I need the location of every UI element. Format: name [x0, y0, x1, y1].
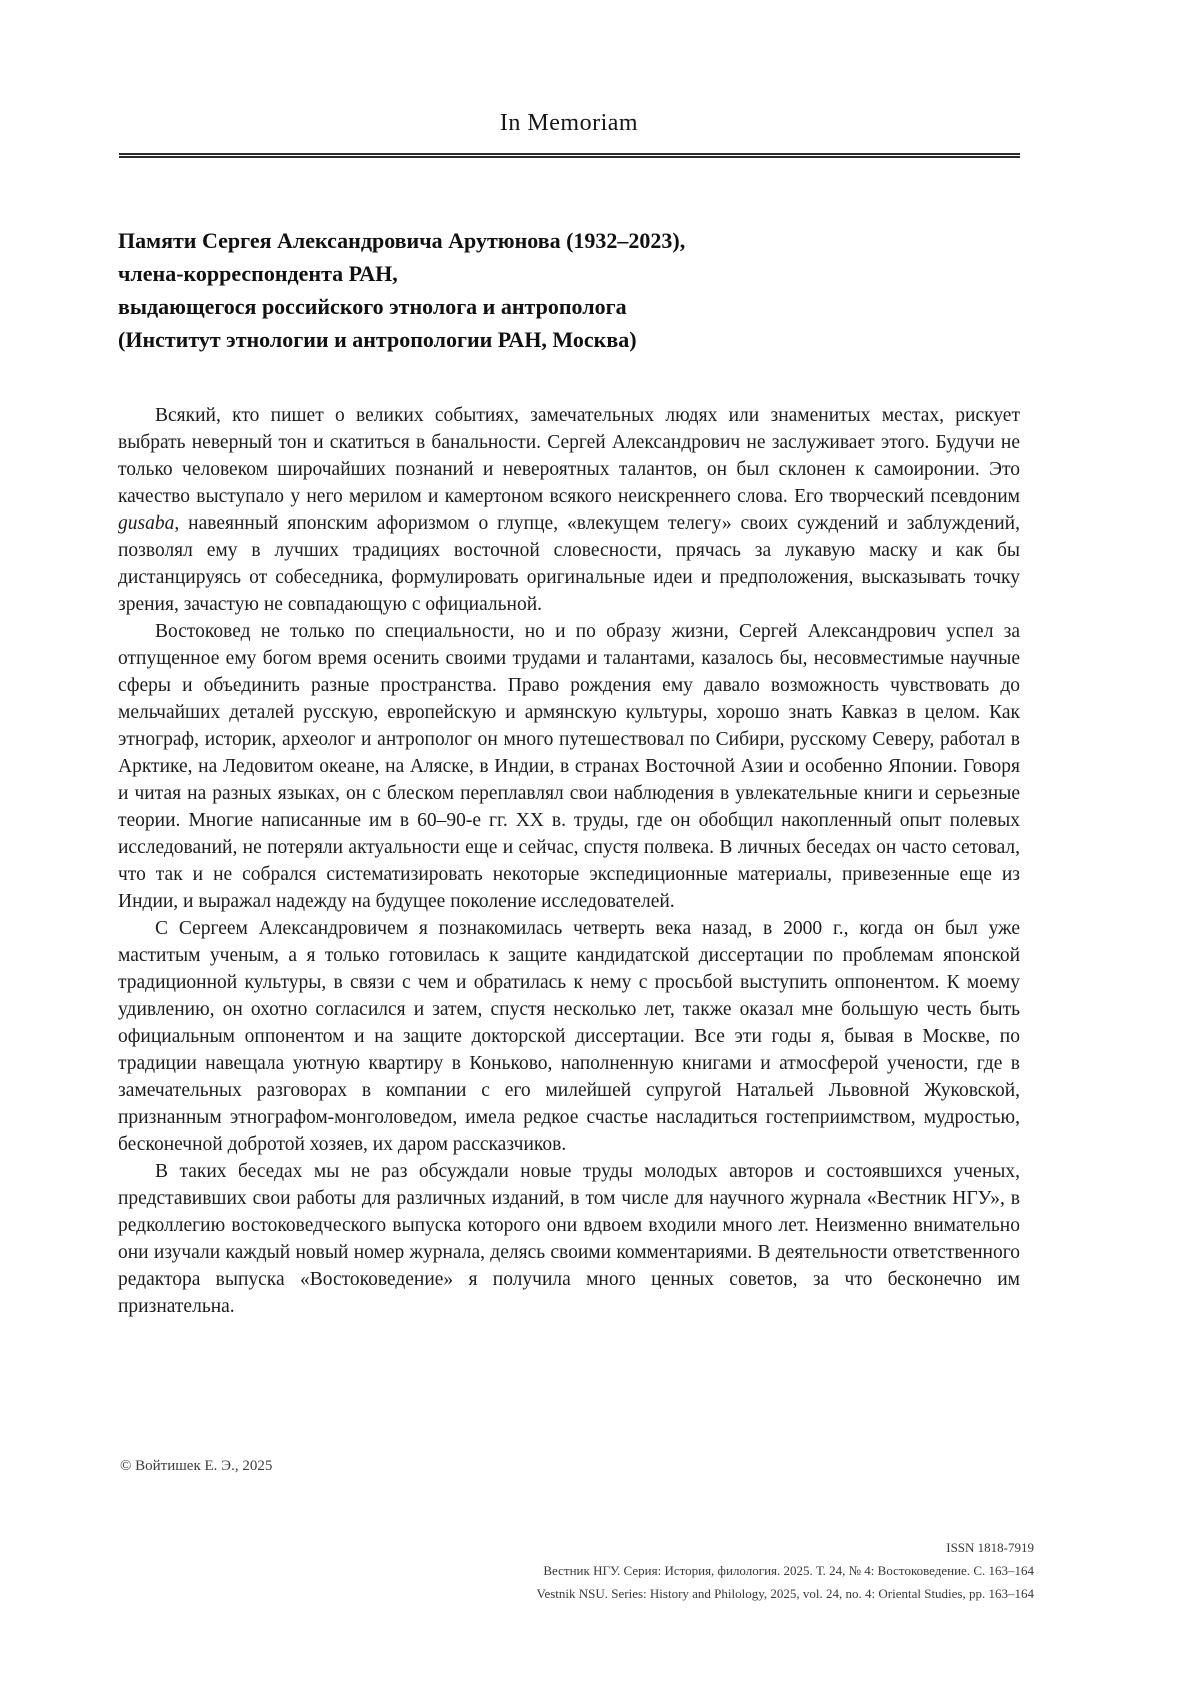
paragraph-4: В таких беседах мы не раз обсуждали новые труды молодых авторов и состоявшихся ученых, представивших свои работы для различных изданий, в том числе для научного журнала «Вестник НГУ», в редколлегию востоковедческого выпуска которого они вдвоем входили много лет. Неизменно внимательно они изучали каждый новый номер журнала, делясь своими комментариями. В деятельности ответственного редактора выпуска «Востоковедение» я получила много ценных советов, за что бесконечно им признательна. — [118, 1161, 1020, 1317]
paragraph-2: Востоковед не только по специальности, но и по образу жизни, Сергей Александрович успел за отпущенное ему богом время осенить своими трудами и талантами, казалось бы, несовместимые научные сферы и объединить разные пространства. Право рождения ему давало возможность чувствовать до мельчайших деталей русскую, европейскую и армянскую культуры, хорошо знать Кавказ в целом. Как этнограф, историк, археолог и антрополог он много путешествовал по Сибири, русскому Северу, работал в Арктике, на Ледовитом океане, на Аляске, в Индии, в странах Восточной Азии и особенно Японии. Говоря и читая на разных языках, он с блеском переплавлял свои наблюдения в увлекательные книги и серьезные теории. Многие написанные им в 60–90-е гг. XX в. труды, где он обобщил накопленный опыт полевых исследований, не потеряли актуальности еще и сейчас, спустя полвека. В личных беседах он часто сетовал, что так и не собрался систематизировать некоторые экспедиционные материалы, привезенные еще из Индии, и выражал надежду на будущее поколение исследователей. — [118, 621, 1020, 912]
footer-citation-en: Vestnik NSU. Series: History and Philology, 2025, vol. 24, no. 4: Oriental Studies, pp. 163–164 — [536, 1586, 1034, 1601]
running-head: In Memoriam — [499, 110, 639, 136]
paragraph-1-text-before: Всякий, кто пишет о великих событиях, замечательных людях или знаменитых местах, рискует выбрать неверный тон и скатиться в банальности. Сергей Александрович не заслуживает этого. Будучи не только человеком широчайших познаний и невероятных талантов, он был склонен к самоиронии. Это качество выступало у него мерилом и камертоном всякого неискреннего слова. Его творческий псевдоним — [118, 405, 1020, 507]
article-body — [118, 402, 1020, 1320]
paragraph-3: С Сергеем Александровичем я познакомилась четверть века назад, в 2000 г., когда он был уже маститым ученым, а я только готовилась к защите кандидатской диссертации по проблемам японской традиционной культуры, в связи с чем и обратилась к нему с просьбой выступить оппонентом. К моему удивлению, он охотно согласился и затем, спустя несколько лет, также оказал мне большую честь быть официальным оппонентом и на защите докторской диссертации. Все эти годы я, бывая в Москве, по традиции навещала уютную квартиру в Коньково, наполненную книгами и атмосферой учености, где в замечательных разговорах в компании с его милейшей супругой Натальей Львовной Жуковской, признанным этнографом-монголоведом, имела редкое счастье насладиться гостеприимством, мудростью, бесконечной добротой хозяев, их даром рассказчиков. — [118, 918, 1020, 1155]
paragraph-1-italic-pseudonym: gusaba — [118, 513, 175, 534]
article-title — [118, 224, 1020, 356]
copyright-line: © Войтишек Е. Э., 2025 — [120, 1458, 273, 1474]
paragraph-1 — [118, 402, 1020, 618]
article-title-line-1: Памяти Сергея Александровича Арутюнова (1932–2023), — [118, 228, 686, 253]
article-title-line-2: члена-корреспондента РАН, — [118, 261, 398, 286]
header-double-rule — [119, 153, 1020, 158]
footer-issn: ISSN 1818-7919 — [946, 1540, 1034, 1555]
article-title-line-4: (Институт этнологии и антропологии РАН, Москва) — [118, 327, 637, 352]
page-footer — [118, 1536, 1034, 1605]
footer-citation-ru: Вестник НГУ. Серия: История, филология. 2025. Т. 24, № 4: Востоковедение. С. 163–164 — [543, 1563, 1034, 1578]
article-title-line-3: выдающегося российского этнолога и антрополога — [118, 294, 627, 319]
paragraph-1-text-after: , навеянный японским афоризмом о глупце, «влекущем телегу» своих суждений и заблуждений, позволял ему в лучших традициях восточной словесности, прячась за лукавую маску и как бы дистанцируясь от собеседника, формулировать оригинальные идеи и предположения, высказывать точку зрения, зачастую не совпадающую с официальной. — [118, 513, 1020, 615]
